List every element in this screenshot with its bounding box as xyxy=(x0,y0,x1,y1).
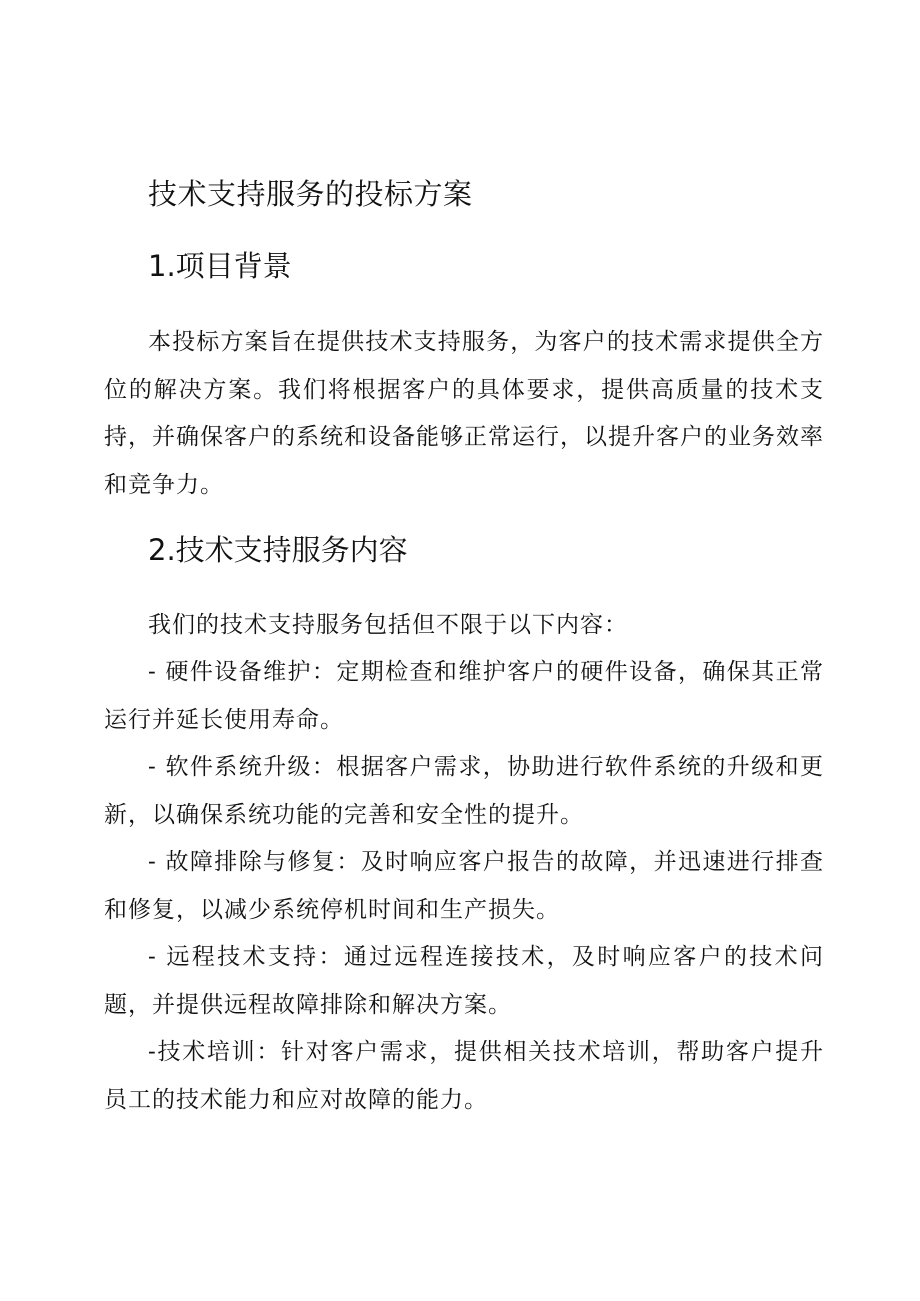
section-heading-project-background: 1.项目背景 xyxy=(148,249,292,283)
list-item-software-upgrade: - 软件系统升级：根据客户需求，协助进行软件系统的升级和更新，以确保系统功能的完善和安全性的提升。 xyxy=(104,754,824,828)
section-heading-service-content: 2.技术支持服务内容 xyxy=(148,533,408,567)
document-title: 技术支持服务的投标方案 xyxy=(148,177,473,211)
list-item-remote-support: - 远程技术支持：通过远程连接技术，及时响应客户的技术问题，并提供远程故障排除和解决方案。 xyxy=(104,944,824,1018)
service-items-list xyxy=(104,649,824,1124)
list-item-fault-repair: - 故障排除与修复：及时响应客户报告的故障，并迅速进行排查和修复，以减少系统停机时间和生产损失。 xyxy=(104,849,824,923)
service-content-intro: 我们的技术支持服务包括但不限于以下内容： xyxy=(148,612,628,638)
project-background-paragraph: 本投标方案旨在提供技术支持服务，为客户的技术需求提供全方位的解决方案。我们将根据客户的具体要求，提供高质量的技术支持，并确保客户的系统和设备能够正常运行，以提升客户的业务效率和竞争力。 xyxy=(104,329,824,498)
list-item-technical-training: -技术培训：针对客户需求，提供相关技术培训，帮助客户提升员工的技术能力和应对故障的能力。 xyxy=(104,1039,824,1113)
list-item-hardware-maintenance: - 硬件设备维护：定期检查和维护客户的硬件设备，确保其正常运行并延长使用寿命。 xyxy=(104,659,824,733)
